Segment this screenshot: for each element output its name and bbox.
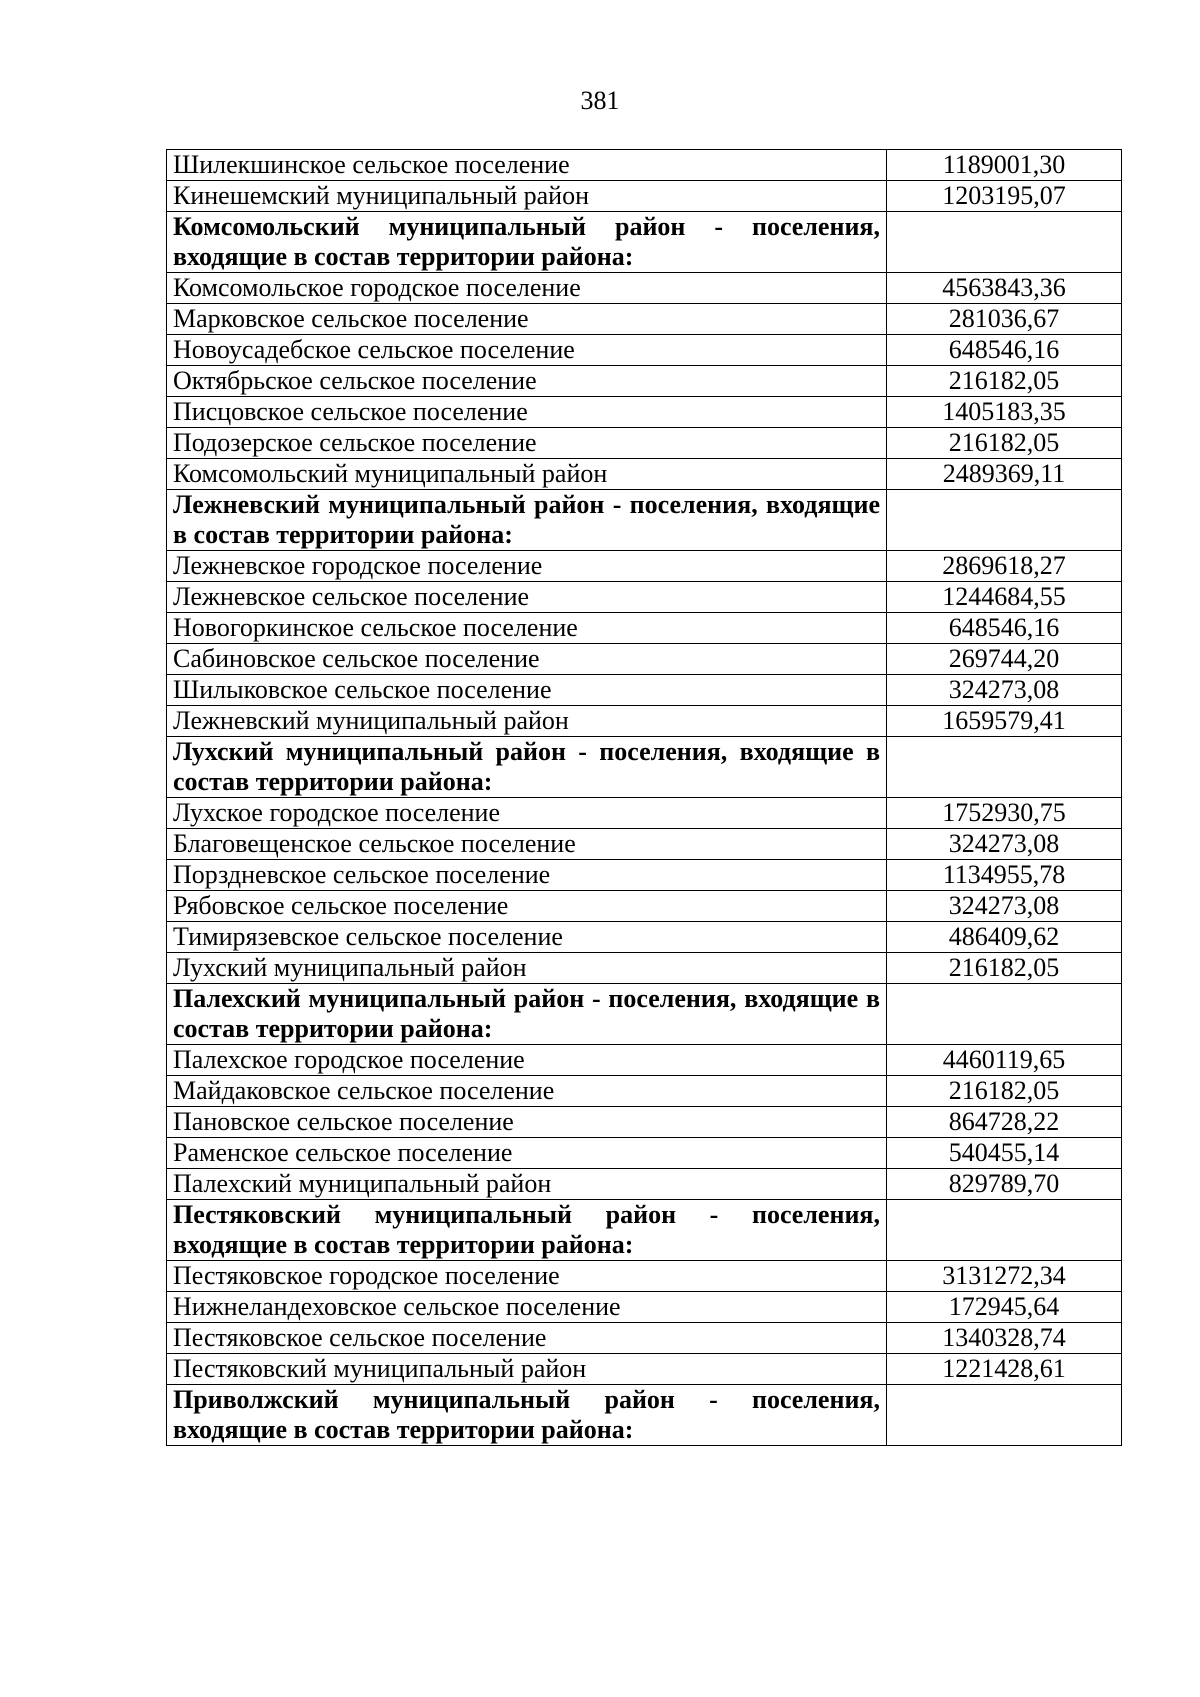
table-row	[167, 335, 1122, 366]
table-row	[167, 675, 1122, 706]
amount-cell: 648546,16	[887, 613, 1122, 644]
table-row	[167, 860, 1122, 891]
amount-cell: 4563843,36	[887, 273, 1122, 304]
settlement-name-cell: Лежневское городское поселение	[167, 551, 887, 582]
amount-cell: 172945,64	[887, 1292, 1122, 1323]
amount-cell	[887, 1385, 1122, 1446]
table-row	[167, 304, 1122, 335]
settlement-name-cell: Новогоркинское сельское поселение	[167, 613, 887, 644]
table-row	[167, 551, 1122, 582]
amount-cell: 1659579,41	[887, 706, 1122, 737]
table-row	[167, 953, 1122, 984]
settlement-name-cell: Сабиновское сельское поселение	[167, 644, 887, 675]
amount-cell: 1340328,74	[887, 1323, 1122, 1354]
table-row	[167, 829, 1122, 860]
amount-cell: 2869618,27	[887, 551, 1122, 582]
district-header-row	[167, 984, 1122, 1045]
district-header-cell: Лежневский муниципальный район - поселения, входящие в состав территории района:	[167, 490, 887, 551]
table-row	[167, 1076, 1122, 1107]
district-header-cell: Пестяковский муниципальный район - поселения, входящие в состав территории района:	[167, 1200, 887, 1261]
amount-cell: 486409,62	[887, 922, 1122, 953]
district-header-row	[167, 737, 1122, 798]
amount-cell: 216182,05	[887, 1076, 1122, 1107]
amount-cell: 281036,67	[887, 304, 1122, 335]
settlement-name-cell: Пестяковское сельское поселение	[167, 1323, 887, 1354]
table-row	[167, 891, 1122, 922]
district-header-row	[167, 490, 1122, 551]
settlement-name-cell: Лежневский муниципальный район	[167, 706, 887, 737]
amount-cell: 269744,20	[887, 644, 1122, 675]
settlement-name-cell: Лежневское сельское поселение	[167, 582, 887, 613]
settlement-name-cell: Пестяковское городское поселение	[167, 1261, 887, 1292]
table-row	[167, 798, 1122, 829]
settlement-name-cell: Пестяковский муниципальный район	[167, 1354, 887, 1385]
table-row	[167, 582, 1122, 613]
allocation-table	[166, 149, 1122, 1446]
table-row	[167, 366, 1122, 397]
settlement-name-cell: Раменское сельское поселение	[167, 1138, 887, 1169]
table-row	[167, 644, 1122, 675]
amount-cell	[887, 1200, 1122, 1261]
district-header-row	[167, 212, 1122, 273]
settlement-name-cell: Марковское сельское поселение	[167, 304, 887, 335]
amount-cell: 1189001,30	[887, 150, 1122, 181]
table-row	[167, 428, 1122, 459]
settlement-name-cell: Палехский муниципальный район	[167, 1169, 887, 1200]
district-header-cell: Палехский муниципальный район - поселения, входящие в состав территории района:	[167, 984, 887, 1045]
table-row	[167, 922, 1122, 953]
table-row	[167, 1354, 1122, 1385]
amount-cell	[887, 984, 1122, 1045]
amount-cell: 324273,08	[887, 829, 1122, 860]
amount-cell: 324273,08	[887, 675, 1122, 706]
amount-cell	[887, 737, 1122, 798]
settlement-name-cell: Рябовское сельское поселение	[167, 891, 887, 922]
amount-cell: 648546,16	[887, 335, 1122, 366]
table-row	[167, 1323, 1122, 1354]
settlement-name-cell: Благовещенское сельское поселение	[167, 829, 887, 860]
district-header-cell: Комсомольский муниципальный район - поселения, входящие в состав территории района:	[167, 212, 887, 273]
page-number: 381	[580, 86, 620, 115]
district-header-cell: Приволжский муниципальный район - поселения, входящие в состав территории района:	[167, 1385, 887, 1446]
amount-cell: 216182,05	[887, 428, 1122, 459]
table-row	[167, 150, 1122, 181]
settlement-name-cell: Тимирязевское сельское поселение	[167, 922, 887, 953]
table-row	[167, 459, 1122, 490]
settlement-name-cell: Комсомольский муниципальный район	[167, 459, 887, 490]
amount-cell: 216182,05	[887, 366, 1122, 397]
settlement-name-cell: Лухский муниципальный район	[167, 953, 887, 984]
table-row	[167, 181, 1122, 212]
settlement-name-cell: Комсомольское городское поселение	[167, 273, 887, 304]
settlement-name-cell: Кинешемский муниципальный район	[167, 181, 887, 212]
settlement-name-cell: Октябрьское сельское поселение	[167, 366, 887, 397]
amount-cell: 1134955,78	[887, 860, 1122, 891]
settlement-name-cell: Нижнеландеховское сельское поселение	[167, 1292, 887, 1323]
settlement-name-cell: Новоусадебское сельское поселение	[167, 335, 887, 366]
amount-cell: 1203195,07	[887, 181, 1122, 212]
amount-cell: 1221428,61	[887, 1354, 1122, 1385]
district-header-row	[167, 1385, 1122, 1446]
table-row	[167, 1169, 1122, 1200]
settlement-name-cell: Порздневское сельское поселение	[167, 860, 887, 891]
amount-cell: 4460119,65	[887, 1045, 1122, 1076]
table-row	[167, 1107, 1122, 1138]
settlement-name-cell: Подозерское сельское поселение	[167, 428, 887, 459]
settlement-name-cell: Лухское городское поселение	[167, 798, 887, 829]
amount-cell: 540455,14	[887, 1138, 1122, 1169]
table-row	[167, 273, 1122, 304]
amount-cell: 3131272,34	[887, 1261, 1122, 1292]
amount-cell: 324273,08	[887, 891, 1122, 922]
amount-cell: 1244684,55	[887, 582, 1122, 613]
settlement-name-cell: Майдаковское сельское поселение	[167, 1076, 887, 1107]
settlement-name-cell: Шилекшинское сельское поселение	[167, 150, 887, 181]
table-row	[167, 613, 1122, 644]
district-header-cell: Лухский муниципальный район - поселения, входящие в состав территории района:	[167, 737, 887, 798]
amount-cell: 216182,05	[887, 953, 1122, 984]
table-row	[167, 397, 1122, 428]
district-header-row	[167, 1200, 1122, 1261]
table-row	[167, 1261, 1122, 1292]
amount-cell: 1405183,35	[887, 397, 1122, 428]
settlement-name-cell: Палехское городское поселение	[167, 1045, 887, 1076]
table-row	[167, 1138, 1122, 1169]
settlement-name-cell: Шилыковское сельское поселение	[167, 675, 887, 706]
amount-cell: 2489369,11	[887, 459, 1122, 490]
amount-cell: 864728,22	[887, 1107, 1122, 1138]
amount-cell	[887, 490, 1122, 551]
settlement-name-cell: Писцовское сельское поселение	[167, 397, 887, 428]
table-row	[167, 1045, 1122, 1076]
table-body	[167, 150, 1122, 1446]
amount-cell: 829789,70	[887, 1169, 1122, 1200]
amount-cell	[887, 212, 1122, 273]
settlement-name-cell: Пановское сельское поселение	[167, 1107, 887, 1138]
table-row	[167, 706, 1122, 737]
table-row	[167, 1292, 1122, 1323]
amount-cell: 1752930,75	[887, 798, 1122, 829]
